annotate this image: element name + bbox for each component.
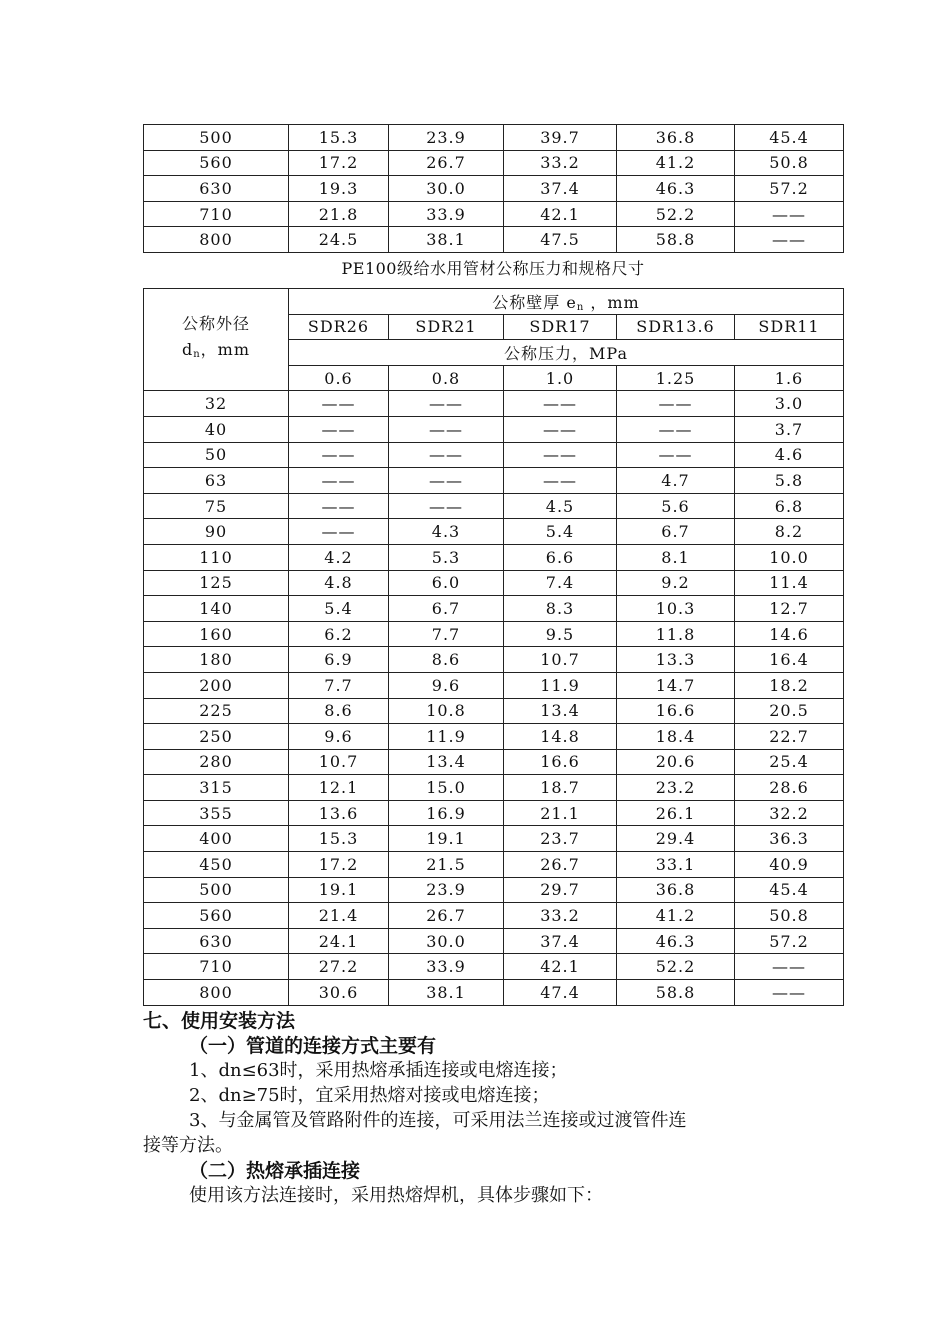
diameter-cell: 355	[144, 800, 289, 826]
value-cell: 33.2	[504, 903, 617, 929]
value-cell: 37.4	[504, 176, 617, 202]
main-table-body	[144, 391, 844, 1005]
value-cell: 29.4	[617, 826, 735, 852]
value-cell: 4.8	[289, 570, 389, 596]
value-cell: 9.5	[504, 621, 617, 647]
value-cell: 46.3	[617, 928, 735, 954]
diameter-cell: 560	[144, 150, 289, 176]
value-cell: 16.4	[735, 647, 844, 673]
value-cell: 14.8	[504, 724, 617, 750]
value-cell: 6.8	[735, 493, 844, 519]
subsection-heading-1: （一）管道的连接方式主要有	[189, 1035, 437, 1057]
value-cell: 8.1	[617, 544, 735, 570]
table-row	[144, 150, 844, 176]
diameter-cell: 63	[144, 468, 289, 494]
value-cell: 29.7	[504, 877, 617, 903]
item-2: 2、dn≥75时，宜采用热熔对接或电熔连接；	[189, 1085, 550, 1106]
value-cell: 33.2	[504, 150, 617, 176]
value-cell: 7.4	[504, 570, 617, 596]
value-cell: 23.7	[504, 826, 617, 852]
value-cell: 58.8	[617, 227, 735, 253]
value-cell: 57.2	[735, 928, 844, 954]
table-row	[144, 125, 844, 151]
diameter-header	[144, 289, 289, 391]
value-cell: 58.8	[617, 980, 735, 1006]
value-cell: 33.1	[617, 852, 735, 878]
value-cell: ——	[389, 468, 504, 494]
value-cell: ——	[289, 468, 389, 494]
value-cell: 13.4	[389, 749, 504, 775]
value-cell: ——	[504, 416, 617, 442]
value-cell: ——	[389, 391, 504, 417]
value-cell: ——	[617, 442, 735, 468]
value-cell: ——	[504, 442, 617, 468]
diameter-cell: 110	[144, 544, 289, 570]
diameter-cell: 200	[144, 672, 289, 698]
section-heading: 七、使用安装方法	[143, 1010, 296, 1032]
paragraph: 使用该方法连接时，采用热熔焊机，具体步骤如下：	[189, 1185, 603, 1206]
table-row	[144, 800, 844, 826]
value-cell: 30.0	[389, 176, 504, 202]
table-row	[144, 980, 844, 1006]
value-cell: 20.6	[617, 749, 735, 775]
value-cell: 5.8	[735, 468, 844, 494]
value-cell: 47.5	[504, 227, 617, 253]
value-cell: 52.2	[617, 201, 735, 227]
sdr-header-cell: SDR26	[289, 314, 389, 340]
value-cell: 8.6	[289, 698, 389, 724]
table-row	[144, 176, 844, 202]
item-3-line-1: 3、与金属管及管路附件的连接，可采用法兰连接或过渡管件连	[189, 1110, 687, 1131]
table-row	[144, 775, 844, 801]
value-cell: ——	[289, 442, 389, 468]
diameter-cell: 450	[144, 852, 289, 878]
value-cell: 6.2	[289, 621, 389, 647]
value-cell: 4.5	[504, 493, 617, 519]
diameter-cell: 800	[144, 980, 289, 1006]
value-cell: ——	[389, 493, 504, 519]
value-cell: 13.6	[289, 800, 389, 826]
value-cell: 23.9	[389, 125, 504, 151]
table-row	[144, 493, 844, 519]
table-row	[144, 596, 844, 622]
diameter-cell: 630	[144, 176, 289, 202]
value-cell: ——	[289, 416, 389, 442]
value-cell: 9.6	[389, 672, 504, 698]
table-row	[144, 544, 844, 570]
value-cell: ——	[289, 519, 389, 545]
sdr-header-cell: SDR21	[389, 314, 504, 340]
value-cell: ——	[617, 391, 735, 417]
value-cell: 19.3	[289, 176, 389, 202]
table-row	[144, 647, 844, 673]
wall-header-suffix: ，mm	[584, 292, 640, 312]
value-cell: 4.7	[617, 468, 735, 494]
value-cell: 4.3	[389, 519, 504, 545]
value-cell: 8.3	[504, 596, 617, 622]
diameter-cell: 800	[144, 227, 289, 253]
value-cell: 21.4	[289, 903, 389, 929]
value-cell: 28.6	[735, 775, 844, 801]
value-cell: 8.2	[735, 519, 844, 545]
pressure-header: 公称压力，MPa	[289, 340, 844, 366]
value-cell: 11.9	[504, 672, 617, 698]
value-cell: 3.7	[735, 416, 844, 442]
value-cell: 10.0	[735, 544, 844, 570]
value-cell: 10.8	[389, 698, 504, 724]
value-cell: 40.9	[735, 852, 844, 878]
value-cell: 11.9	[389, 724, 504, 750]
main-table	[143, 288, 844, 1006]
diameter-cell: 710	[144, 954, 289, 980]
table-row	[144, 852, 844, 878]
table-row	[144, 621, 844, 647]
sdr-header-cell: SDR11	[735, 314, 844, 340]
value-cell: 25.4	[735, 749, 844, 775]
value-cell: 6.0	[389, 570, 504, 596]
top-table	[143, 124, 844, 253]
diameter-cell: 710	[144, 201, 289, 227]
table-row	[144, 570, 844, 596]
value-cell: 16.6	[504, 749, 617, 775]
pressure-header-cell: 1.0	[504, 365, 617, 391]
value-cell: 9.6	[289, 724, 389, 750]
value-cell: 23.2	[617, 775, 735, 801]
value-cell: 33.9	[389, 201, 504, 227]
diameter-header-unit: ，mm	[200, 340, 251, 360]
diameter-cell: 125	[144, 570, 289, 596]
value-cell: 42.1	[504, 201, 617, 227]
diameter-cell: 400	[144, 826, 289, 852]
value-cell: 24.1	[289, 928, 389, 954]
value-cell: 15.3	[289, 826, 389, 852]
value-cell: 23.9	[389, 877, 504, 903]
value-cell: 42.1	[504, 954, 617, 980]
value-cell: ——	[389, 416, 504, 442]
value-cell: 36.8	[617, 877, 735, 903]
value-cell: 47.4	[504, 980, 617, 1006]
diameter-cell: 280	[144, 749, 289, 775]
value-cell: 6.6	[504, 544, 617, 570]
table-row	[144, 468, 844, 494]
value-cell: 30.6	[289, 980, 389, 1006]
diameter-cell: 32	[144, 391, 289, 417]
value-cell: 9.2	[617, 570, 735, 596]
value-cell: 7.7	[289, 672, 389, 698]
value-cell: 4.6	[735, 442, 844, 468]
value-cell: 22.7	[735, 724, 844, 750]
value-cell: 13.3	[617, 647, 735, 673]
value-cell: ——	[735, 980, 844, 1006]
value-cell: 6.9	[289, 647, 389, 673]
pressure-header-cell: 1.6	[735, 365, 844, 391]
value-cell: 18.7	[504, 775, 617, 801]
value-cell: 10.7	[289, 749, 389, 775]
top-table-body	[144, 125, 844, 253]
table-row	[144, 672, 844, 698]
diameter-cell: 180	[144, 647, 289, 673]
value-cell: 26.7	[389, 150, 504, 176]
table-row	[144, 227, 844, 253]
sdr-header-cell: SDR17	[504, 314, 617, 340]
value-cell: 46.3	[617, 176, 735, 202]
value-cell: ——	[735, 201, 844, 227]
value-cell: 5.4	[289, 596, 389, 622]
item-3-line-2: 接等方法。	[143, 1135, 233, 1156]
value-cell: 19.1	[389, 826, 504, 852]
value-cell: 15.0	[389, 775, 504, 801]
value-cell: 50.8	[735, 150, 844, 176]
value-cell: 57.2	[735, 176, 844, 202]
table-caption: PE100级给水用管材公称压力和规格尺寸	[341, 259, 645, 278]
diameter-cell: 315	[144, 775, 289, 801]
value-cell: ——	[504, 391, 617, 417]
diameter-cell: 75	[144, 493, 289, 519]
value-cell: 14.7	[617, 672, 735, 698]
value-cell: ——	[617, 416, 735, 442]
diameter-cell: 90	[144, 519, 289, 545]
diameter-cell: 560	[144, 903, 289, 929]
diameter-header-d: d	[181, 340, 194, 360]
value-cell: 15.3	[289, 125, 389, 151]
diameter-cell: 160	[144, 621, 289, 647]
value-cell: 10.7	[504, 647, 617, 673]
table-row	[144, 928, 844, 954]
value-cell: ——	[389, 442, 504, 468]
wall-header-sub: n	[576, 301, 585, 313]
value-cell: 39.7	[504, 125, 617, 151]
table-row	[144, 724, 844, 750]
value-cell: 21.5	[389, 852, 504, 878]
value-cell: 14.6	[735, 621, 844, 647]
value-cell: 17.2	[289, 852, 389, 878]
subsection-heading-2: （二）热熔承插连接	[189, 1160, 361, 1182]
value-cell: ——	[289, 391, 389, 417]
value-cell: 50.8	[735, 903, 844, 929]
value-cell: 45.4	[735, 877, 844, 903]
value-cell: 11.4	[735, 570, 844, 596]
value-cell: 37.4	[504, 928, 617, 954]
diameter-cell: 500	[144, 877, 289, 903]
table-row	[144, 877, 844, 903]
table-row	[144, 954, 844, 980]
value-cell: 18.2	[735, 672, 844, 698]
value-cell: 8.6	[389, 647, 504, 673]
value-cell: ——	[289, 493, 389, 519]
pressure-header-cell: 0.8	[389, 365, 504, 391]
value-cell: 45.4	[735, 125, 844, 151]
value-cell: 10.3	[617, 596, 735, 622]
diameter-cell: 40	[144, 416, 289, 442]
value-cell: 26.1	[617, 800, 735, 826]
table-row	[144, 391, 844, 417]
value-cell: 36.3	[735, 826, 844, 852]
item-1: 1、dn≤63时，采用热熔承插连接或电熔连接；	[189, 1060, 568, 1081]
diameter-cell: 500	[144, 125, 289, 151]
diameter-header-sub: n	[193, 349, 201, 361]
value-cell: 33.9	[389, 954, 504, 980]
value-cell: 19.1	[289, 877, 389, 903]
value-cell: 5.3	[389, 544, 504, 570]
sdr-header-cell: SDR13.6	[617, 314, 735, 340]
table-row	[144, 442, 844, 468]
value-cell: 27.2	[289, 954, 389, 980]
value-cell: 5.4	[504, 519, 617, 545]
table-row	[144, 749, 844, 775]
value-cell: 32.2	[735, 800, 844, 826]
value-cell: 16.6	[617, 698, 735, 724]
value-cell: 38.1	[389, 227, 504, 253]
diameter-cell: 140	[144, 596, 289, 622]
value-cell: 5.6	[617, 493, 735, 519]
table-row	[144, 201, 844, 227]
diameter-cell: 250	[144, 724, 289, 750]
table-row	[144, 416, 844, 442]
value-cell: ——	[735, 227, 844, 253]
value-cell: 17.2	[289, 150, 389, 176]
value-cell: 12.1	[289, 775, 389, 801]
wall-header-prefix: 公称壁厚 e	[492, 292, 577, 312]
value-cell: 30.0	[389, 928, 504, 954]
value-cell: 18.4	[617, 724, 735, 750]
value-cell: 16.9	[389, 800, 504, 826]
diameter-cell: 50	[144, 442, 289, 468]
table-row	[144, 698, 844, 724]
value-cell: 36.8	[617, 125, 735, 151]
value-cell: 4.2	[289, 544, 389, 570]
pressure-header-cell: 1.25	[617, 365, 735, 391]
value-cell: 6.7	[617, 519, 735, 545]
value-cell: 20.5	[735, 698, 844, 724]
pressure-header-cell: 0.6	[289, 365, 389, 391]
wall-thickness-header	[289, 289, 844, 315]
value-cell: 3.0	[735, 391, 844, 417]
value-cell: 13.4	[504, 698, 617, 724]
value-cell: 52.2	[617, 954, 735, 980]
diameter-header-line1: 公称外径	[181, 314, 250, 334]
value-cell: 11.8	[617, 621, 735, 647]
value-cell: 12.7	[735, 596, 844, 622]
value-cell: 21.8	[289, 201, 389, 227]
value-cell: 41.2	[617, 150, 735, 176]
value-cell: 7.7	[389, 621, 504, 647]
value-cell: ——	[504, 468, 617, 494]
table-row	[144, 826, 844, 852]
table-row	[144, 903, 844, 929]
value-cell: 38.1	[389, 980, 504, 1006]
value-cell: ——	[735, 954, 844, 980]
value-cell: 24.5	[289, 227, 389, 253]
value-cell: 26.7	[389, 903, 504, 929]
value-cell: 21.1	[504, 800, 617, 826]
value-cell: 26.7	[504, 852, 617, 878]
diameter-cell: 630	[144, 928, 289, 954]
table-row	[144, 519, 844, 545]
value-cell: 6.7	[389, 596, 504, 622]
diameter-cell: 225	[144, 698, 289, 724]
value-cell: 41.2	[617, 903, 735, 929]
